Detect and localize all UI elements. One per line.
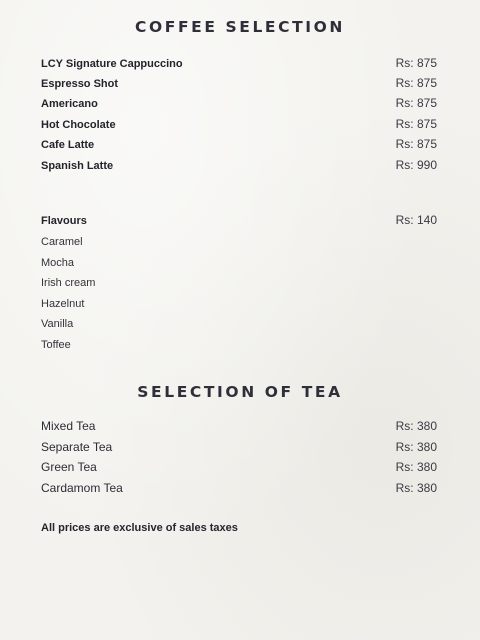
flavour-option: Caramel — [41, 236, 83, 248]
item-name: Cafe Latte — [41, 139, 95, 151]
coffee-item — [41, 160, 437, 178]
item-name: Mixed Tea — [41, 419, 96, 433]
coffee-item — [41, 98, 437, 116]
item-name: Americano — [41, 98, 98, 110]
coffee-item — [41, 58, 437, 76]
tea-item — [41, 483, 437, 501]
flavours-title: Flavours — [41, 215, 87, 227]
coffee-item — [41, 139, 437, 157]
item-price: Rs: 990 — [395, 158, 437, 172]
flavour-option: Mocha — [41, 257, 75, 269]
tea-item — [41, 421, 437, 439]
item-name: Cardamom Tea — [41, 481, 123, 495]
item-name: LCY Signature Cappuccino — [41, 58, 183, 70]
flavour-option: Hazelnut — [41, 298, 85, 310]
item-price: Rs: 380 — [395, 481, 437, 495]
item-name: Espresso Shot — [41, 78, 119, 90]
item-price: Rs: 380 — [395, 440, 437, 454]
item-price: Rs: 380 — [395, 419, 437, 433]
tea-heading: SELECTION OF TEA — [137, 383, 343, 401]
flavours-price: Rs: 140 — [395, 213, 437, 227]
item-price: Rs: 875 — [395, 117, 437, 131]
item-name: Spanish Latte — [41, 160, 114, 172]
item-price: Rs: 380 — [395, 460, 437, 474]
item-name: Hot Chocolate — [41, 119, 116, 131]
item-name: Separate Tea — [41, 440, 113, 454]
item-name: Green Tea — [41, 460, 97, 474]
tax-note: All prices are exclusive of sales taxes — [41, 522, 238, 534]
item-price: Rs: 875 — [395, 76, 437, 90]
item-price: Rs: 875 — [395, 137, 437, 151]
tea-item — [41, 442, 437, 460]
coffee-item — [41, 78, 437, 96]
coffee-heading: COFFEE SELECTION — [135, 18, 345, 36]
flavour-option: Toffee — [41, 339, 71, 351]
flavour-option: Vanilla — [41, 318, 74, 330]
item-price: Rs: 875 — [395, 56, 437, 70]
item-price: Rs: 875 — [395, 96, 437, 110]
flavour-option: Irish cream — [41, 277, 96, 289]
tea-item — [41, 462, 437, 480]
flavours-row — [41, 215, 437, 233]
coffee-item — [41, 119, 437, 137]
